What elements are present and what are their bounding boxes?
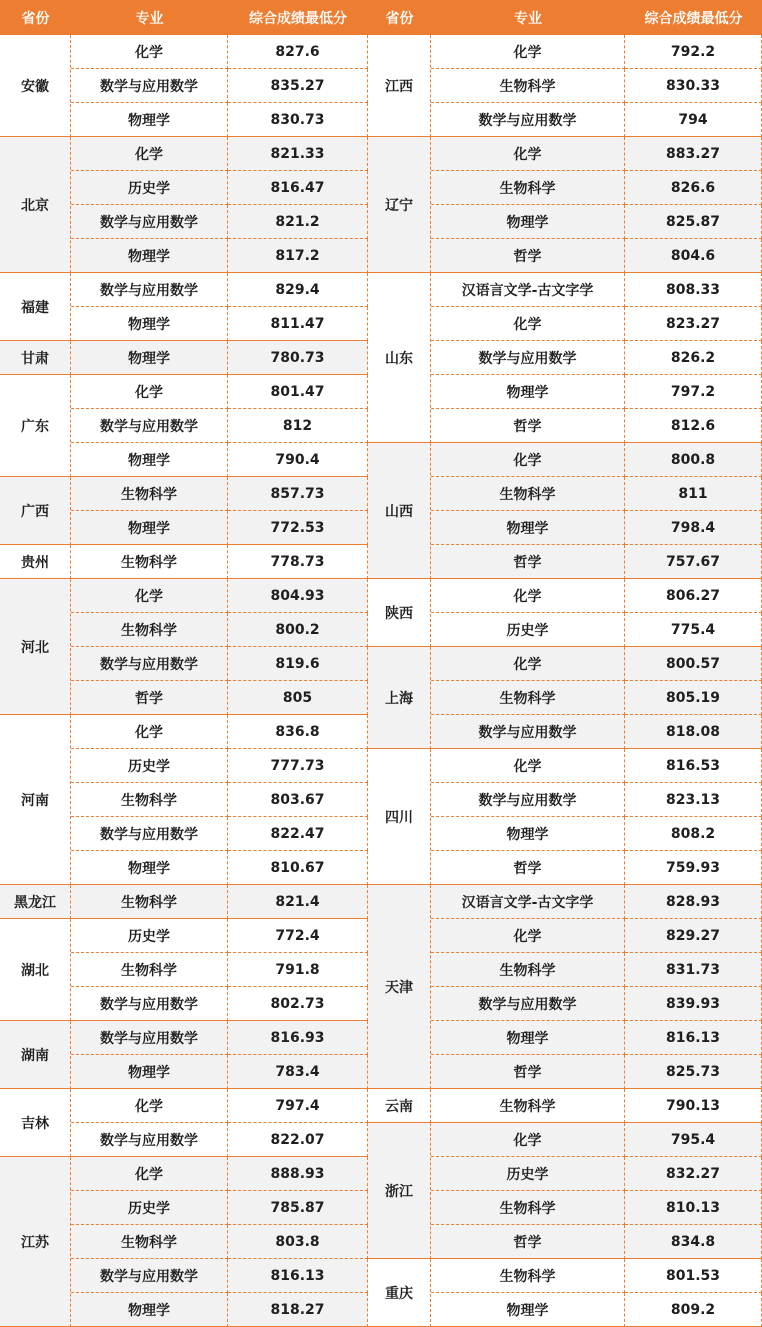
province-cell: 重庆 [368, 1259, 431, 1327]
score-cell: 817.2 [228, 239, 368, 273]
province-cell: 黑龙江 [0, 885, 71, 919]
province-cell: 河北 [0, 579, 71, 715]
header-cell: 省份 [0, 0, 71, 35]
score-cell: 810.13 [625, 1191, 762, 1225]
score-cell: 778.73 [228, 545, 368, 579]
score-cell: 790.13 [625, 1089, 762, 1123]
major-cell: 物理学 [431, 511, 625, 545]
major-cell: 历史学 [431, 613, 625, 647]
score-cell: 810.67 [228, 851, 368, 885]
score-cell: 801.53 [625, 1259, 762, 1293]
major-cell: 生物科学 [71, 885, 228, 919]
score-cell: 808.2 [625, 817, 762, 851]
score-cell: 816.47 [228, 171, 368, 205]
score-cell: 797.2 [625, 375, 762, 409]
score-cell: 800.2 [228, 613, 368, 647]
major-cell: 化学 [431, 137, 625, 171]
score-cell: 836.8 [228, 715, 368, 749]
major-cell: 化学 [71, 375, 228, 409]
score-cell: 805 [228, 681, 368, 715]
major-cell: 汉语言文学-古文字学 [431, 273, 625, 307]
province-cell: 福建 [0, 273, 71, 341]
score-cell: 823.27 [625, 307, 762, 341]
score-cell: 804.93 [228, 579, 368, 613]
major-cell: 数学与应用数学 [71, 987, 228, 1021]
major-cell: 数学与应用数学 [71, 1021, 228, 1055]
major-cell: 化学 [71, 579, 228, 613]
major-cell: 化学 [71, 35, 228, 69]
major-cell: 生物科学 [431, 681, 625, 715]
score-cell: 809.2 [625, 1293, 762, 1327]
major-cell: 数学与应用数学 [71, 205, 228, 239]
major-cell: 化学 [431, 919, 625, 953]
score-cell: 821.2 [228, 205, 368, 239]
score-cell: 785.87 [228, 1191, 368, 1225]
major-cell: 化学 [431, 35, 625, 69]
major-cell: 物理学 [71, 307, 228, 341]
score-cell: 825.87 [625, 205, 762, 239]
province-cell: 安徽 [0, 35, 71, 137]
score-cell: 822.47 [228, 817, 368, 851]
score-cell: 805.19 [625, 681, 762, 715]
major-cell: 历史学 [71, 919, 228, 953]
province-cell: 上海 [368, 647, 431, 749]
score-cell: 821.33 [228, 137, 368, 171]
major-cell: 化学 [71, 715, 228, 749]
major-cell: 数学与应用数学 [431, 103, 625, 137]
major-cell: 生物科学 [71, 783, 228, 817]
province-cell: 甘肃 [0, 341, 71, 375]
score-cell: 829.4 [228, 273, 368, 307]
major-cell: 哲学 [431, 409, 625, 443]
major-cell: 哲学 [71, 681, 228, 715]
major-cell: 化学 [431, 647, 625, 681]
major-cell: 物理学 [71, 851, 228, 885]
major-cell: 化学 [431, 749, 625, 783]
major-cell: 数学与应用数学 [71, 1259, 228, 1293]
province-cell: 广西 [0, 477, 71, 545]
score-cell: 823.13 [625, 783, 762, 817]
score-cell: 857.73 [228, 477, 368, 511]
major-cell: 物理学 [71, 511, 228, 545]
score-cell: 792.2 [625, 35, 762, 69]
province-cell: 云南 [368, 1089, 431, 1123]
score-cell: 829.27 [625, 919, 762, 953]
score-cell: 827.6 [228, 35, 368, 69]
score-cell: 816.13 [625, 1021, 762, 1055]
major-cell: 化学 [71, 137, 228, 171]
score-cell: 828.93 [625, 885, 762, 919]
major-cell: 生物科学 [431, 477, 625, 511]
header-cell: 综合成绩最低分 [228, 0, 368, 35]
province-cell: 江西 [368, 35, 431, 137]
score-cell: 819.6 [228, 647, 368, 681]
province-cell: 北京 [0, 137, 71, 273]
score-cell: 775.4 [625, 613, 762, 647]
header-cell: 专业 [71, 0, 228, 35]
major-cell: 物理学 [431, 1293, 625, 1327]
major-cell: 物理学 [431, 817, 625, 851]
major-cell: 哲学 [431, 239, 625, 273]
major-cell: 物理学 [71, 1293, 228, 1327]
province-cell: 天津 [368, 885, 431, 1089]
score-cell: 831.73 [625, 953, 762, 987]
major-cell: 生物科学 [71, 545, 228, 579]
score-cell: 759.93 [625, 851, 762, 885]
score-cell: 812.6 [625, 409, 762, 443]
score-cell: 816.53 [625, 749, 762, 783]
major-cell: 物理学 [431, 1021, 625, 1055]
major-cell: 历史学 [71, 1191, 228, 1225]
province-cell: 山东 [368, 273, 431, 443]
province-cell: 陕西 [368, 579, 431, 647]
major-cell: 数学与应用数学 [71, 69, 228, 103]
major-cell: 物理学 [71, 443, 228, 477]
score-cell: 794 [625, 103, 762, 137]
score-cell: 791.8 [228, 953, 368, 987]
major-cell: 数学与应用数学 [71, 409, 228, 443]
major-cell: 生物科学 [431, 171, 625, 205]
major-cell: 数学与应用数学 [431, 715, 625, 749]
major-cell: 物理学 [71, 341, 228, 375]
score-cell: 834.8 [625, 1225, 762, 1259]
major-cell: 生物科学 [431, 1259, 625, 1293]
score-cell: 790.4 [228, 443, 368, 477]
major-cell: 生物科学 [431, 1089, 625, 1123]
score-cell: 883.27 [625, 137, 762, 171]
major-cell: 数学与应用数学 [71, 273, 228, 307]
major-cell: 化学 [431, 579, 625, 613]
province-cell: 江苏 [0, 1157, 71, 1327]
major-cell: 物理学 [71, 239, 228, 273]
score-cell: 800.8 [625, 443, 762, 477]
score-cell: 830.73 [228, 103, 368, 137]
score-cell: 777.73 [228, 749, 368, 783]
major-cell: 生物科学 [71, 613, 228, 647]
score-cell: 839.93 [625, 987, 762, 1021]
header-cell: 综合成绩最低分 [625, 0, 762, 35]
province-cell: 山西 [368, 443, 431, 579]
major-cell: 生物科学 [71, 1225, 228, 1259]
major-cell: 生物科学 [431, 69, 625, 103]
major-cell: 物理学 [71, 1055, 228, 1089]
major-cell: 哲学 [431, 545, 625, 579]
major-cell: 物理学 [431, 375, 625, 409]
score-cell: 795.4 [625, 1123, 762, 1157]
major-cell: 化学 [431, 443, 625, 477]
major-cell: 数学与应用数学 [71, 647, 228, 681]
score-cell: 826.2 [625, 341, 762, 375]
province-cell: 辽宁 [368, 137, 431, 273]
score-cell: 888.93 [228, 1157, 368, 1191]
major-cell: 物理学 [431, 205, 625, 239]
score-cell: 811.47 [228, 307, 368, 341]
major-cell: 哲学 [431, 1225, 625, 1259]
score-cell: 804.6 [625, 239, 762, 273]
province-cell: 四川 [368, 749, 431, 885]
major-cell: 生物科学 [431, 1191, 625, 1225]
province-cell: 湖南 [0, 1021, 71, 1089]
major-cell: 物理学 [71, 103, 228, 137]
major-cell: 化学 [71, 1089, 228, 1123]
major-cell: 数学与应用数学 [431, 341, 625, 375]
score-cell: 780.73 [228, 341, 368, 375]
province-cell: 浙江 [368, 1123, 431, 1259]
major-cell: 数学与应用数学 [431, 783, 625, 817]
score-cell: 798.4 [625, 511, 762, 545]
score-cell: 818.27 [228, 1293, 368, 1327]
major-cell: 生物科学 [431, 953, 625, 987]
score-cell: 757.67 [625, 545, 762, 579]
score-cell: 832.27 [625, 1157, 762, 1191]
score-cell: 830.33 [625, 69, 762, 103]
province-cell: 吉林 [0, 1089, 71, 1157]
score-cell: 825.73 [625, 1055, 762, 1089]
score-cell: 802.73 [228, 987, 368, 1021]
province-cell: 河南 [0, 715, 71, 885]
major-cell: 生物科学 [71, 477, 228, 511]
score-cell: 811 [625, 477, 762, 511]
major-cell: 数学与应用数学 [71, 817, 228, 851]
major-cell: 化学 [431, 1123, 625, 1157]
major-cell: 历史学 [431, 1157, 625, 1191]
header-cell: 省份 [368, 0, 431, 35]
score-cell: 816.13 [228, 1259, 368, 1293]
score-cell: 816.93 [228, 1021, 368, 1055]
score-cell: 800.57 [625, 647, 762, 681]
score-cell: 818.08 [625, 715, 762, 749]
major-cell: 哲学 [431, 1055, 625, 1089]
score-cell: 806.27 [625, 579, 762, 613]
major-cell: 化学 [431, 307, 625, 341]
major-cell: 数学与应用数学 [71, 1123, 228, 1157]
major-cell: 历史学 [71, 749, 228, 783]
score-cell: 803.8 [228, 1225, 368, 1259]
province-cell: 广东 [0, 375, 71, 477]
score-cell: 812 [228, 409, 368, 443]
major-cell: 生物科学 [71, 953, 228, 987]
major-cell: 化学 [71, 1157, 228, 1191]
major-cell: 历史学 [71, 171, 228, 205]
score-cell: 797.4 [228, 1089, 368, 1123]
score-cell: 822.07 [228, 1123, 368, 1157]
score-cell: 772.53 [228, 511, 368, 545]
score-cell: 808.33 [625, 273, 762, 307]
major-cell: 数学与应用数学 [431, 987, 625, 1021]
major-cell: 汉语言文学-古文字学 [431, 885, 625, 919]
score-cell: 772.4 [228, 919, 368, 953]
province-cell: 贵州 [0, 545, 71, 579]
score-cell: 835.27 [228, 69, 368, 103]
header-cell: 专业 [431, 0, 625, 35]
score-cell: 801.47 [228, 375, 368, 409]
score-cell: 783.4 [228, 1055, 368, 1089]
major-cell: 哲学 [431, 851, 625, 885]
score-cell: 826.6 [625, 171, 762, 205]
score-cell: 821.4 [228, 885, 368, 919]
score-cell: 803.67 [228, 783, 368, 817]
province-cell: 湖北 [0, 919, 71, 1021]
